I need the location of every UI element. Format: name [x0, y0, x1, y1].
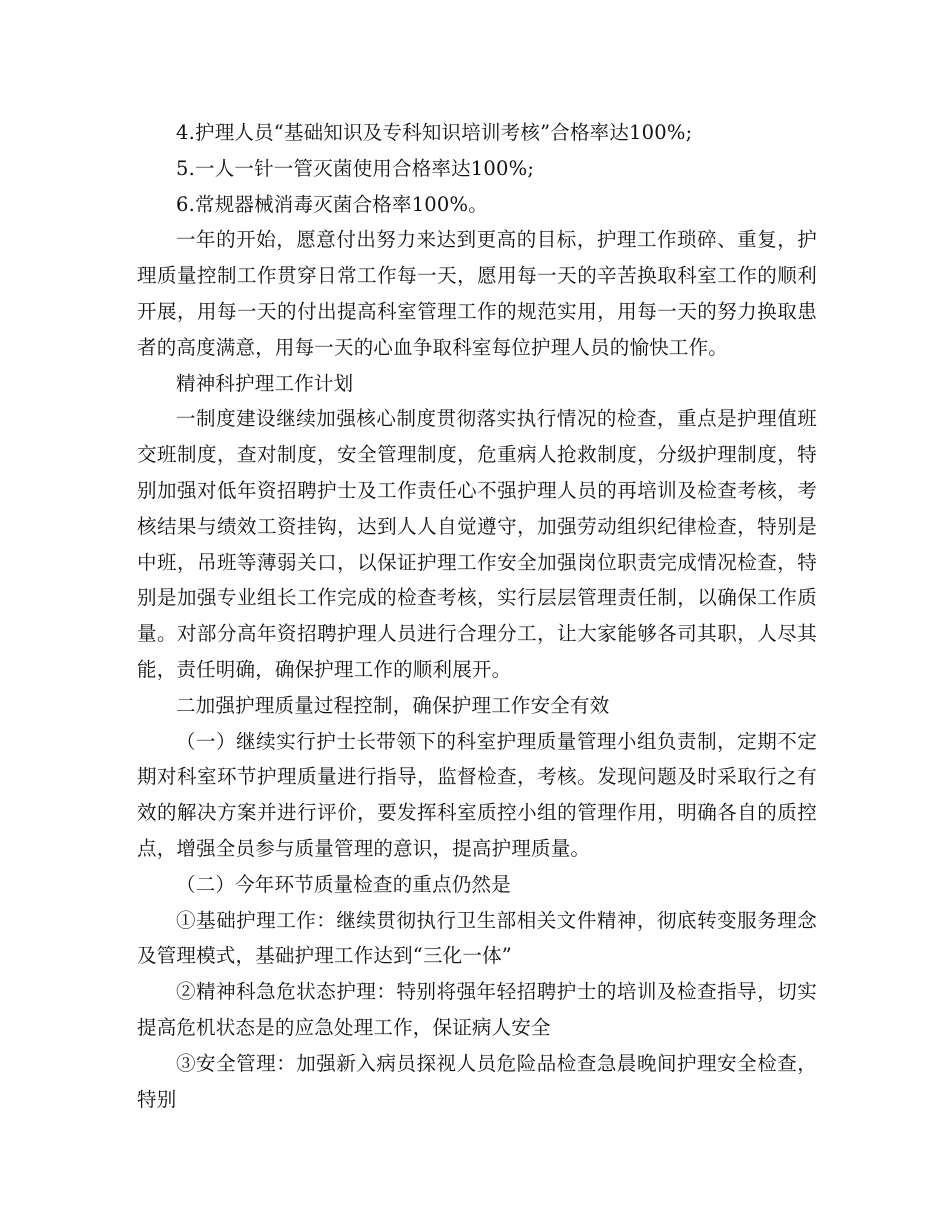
paragraph-subsection-one: （一）继续实行护士长带领下的科室护理质量管理小组负责制，定期不定期对科室环节护理质量进行指导，监督检查，考核。发现问题及时采取行之有效的解决方案并进行评价，要发挥科室质控小组的管理作用，明确各自的质控点，增强全员参与质量管理的意识，提高护理质量。	[137, 729, 817, 860]
document-body	[137, 115, 817, 1117]
paragraph-item-4: 4.护理人员“基础知识及专科知识培训考核”合格率达100%;	[176, 121, 693, 144]
paragraph-subsection-two: （二）今年环节质量检查的重点仍然是	[176, 872, 511, 896]
section-title-plan: 精神科护理工作计划	[176, 371, 354, 395]
paragraph-system-building: 一制度建设继续加强核心制度贯彻落实执行情况的检查，重点是护理值班交班制度，查对制度，安全管理制度，危重病人抢救制度，分级护理制度，特别加强对低年资招聘护士及工作责任心不强护理人员的再培训及检查考核，考核结果与绩效工资挂钩，达到人人自觉遵守，加强劳动组织纪律检查，特别是中班，吊班等薄弱关口，以保证护理工作安全加强岗位职责完成情况检查，特别是加强专业组长工作完成的检查考核，实行层层管理责任制，以确保工作质量。对部分高年资招聘护理人员进行合理分工，让大家能够各司其职，人尽其能，责任明确，确保护理工作的顺利展开。	[137, 407, 817, 681]
paragraph-safety-management: ③安全管理：加强新入病员探视人员危险品检查急晨晚间护理安全检查，特别	[137, 1051, 817, 1111]
section-heading-quality-control: 二加强护理质量过程控制，确保护理工作安全有效	[176, 693, 610, 717]
paragraph-crisis-nursing: ②精神科急危状态护理：特别将强年轻招聘护士的培训及检查指导，切实提高危机状态是的应急处理工作，保证病人安全	[137, 980, 817, 1039]
paragraph-item-5: 5.一人一针一管灭菌使用合格率达100%;	[176, 156, 535, 180]
paragraph-year-start: 一年的开始，愿意付出努力来达到更高的目标，护理工作琐碎、重复，护理质量控制工作贯穿日常工作每一天，愿用每一天的辛苦换取科室工作的顺利开展，用每一天的付出提高科室管理工作的规范实用，用每一天的努力换取患者的高度满意，用每一天的心血争取科室每位护理人员的愉快工作。	[137, 228, 817, 359]
paragraph-basic-nursing: ①基础护理工作：继续贯彻执行卫生部相关文件精神，彻底转变服务理念及管理模式，基础护理工作达到“三化一体”	[137, 908, 817, 968]
paragraph-item-6: 6.常规器械消毒灭菌合格率100%。	[176, 192, 488, 216]
